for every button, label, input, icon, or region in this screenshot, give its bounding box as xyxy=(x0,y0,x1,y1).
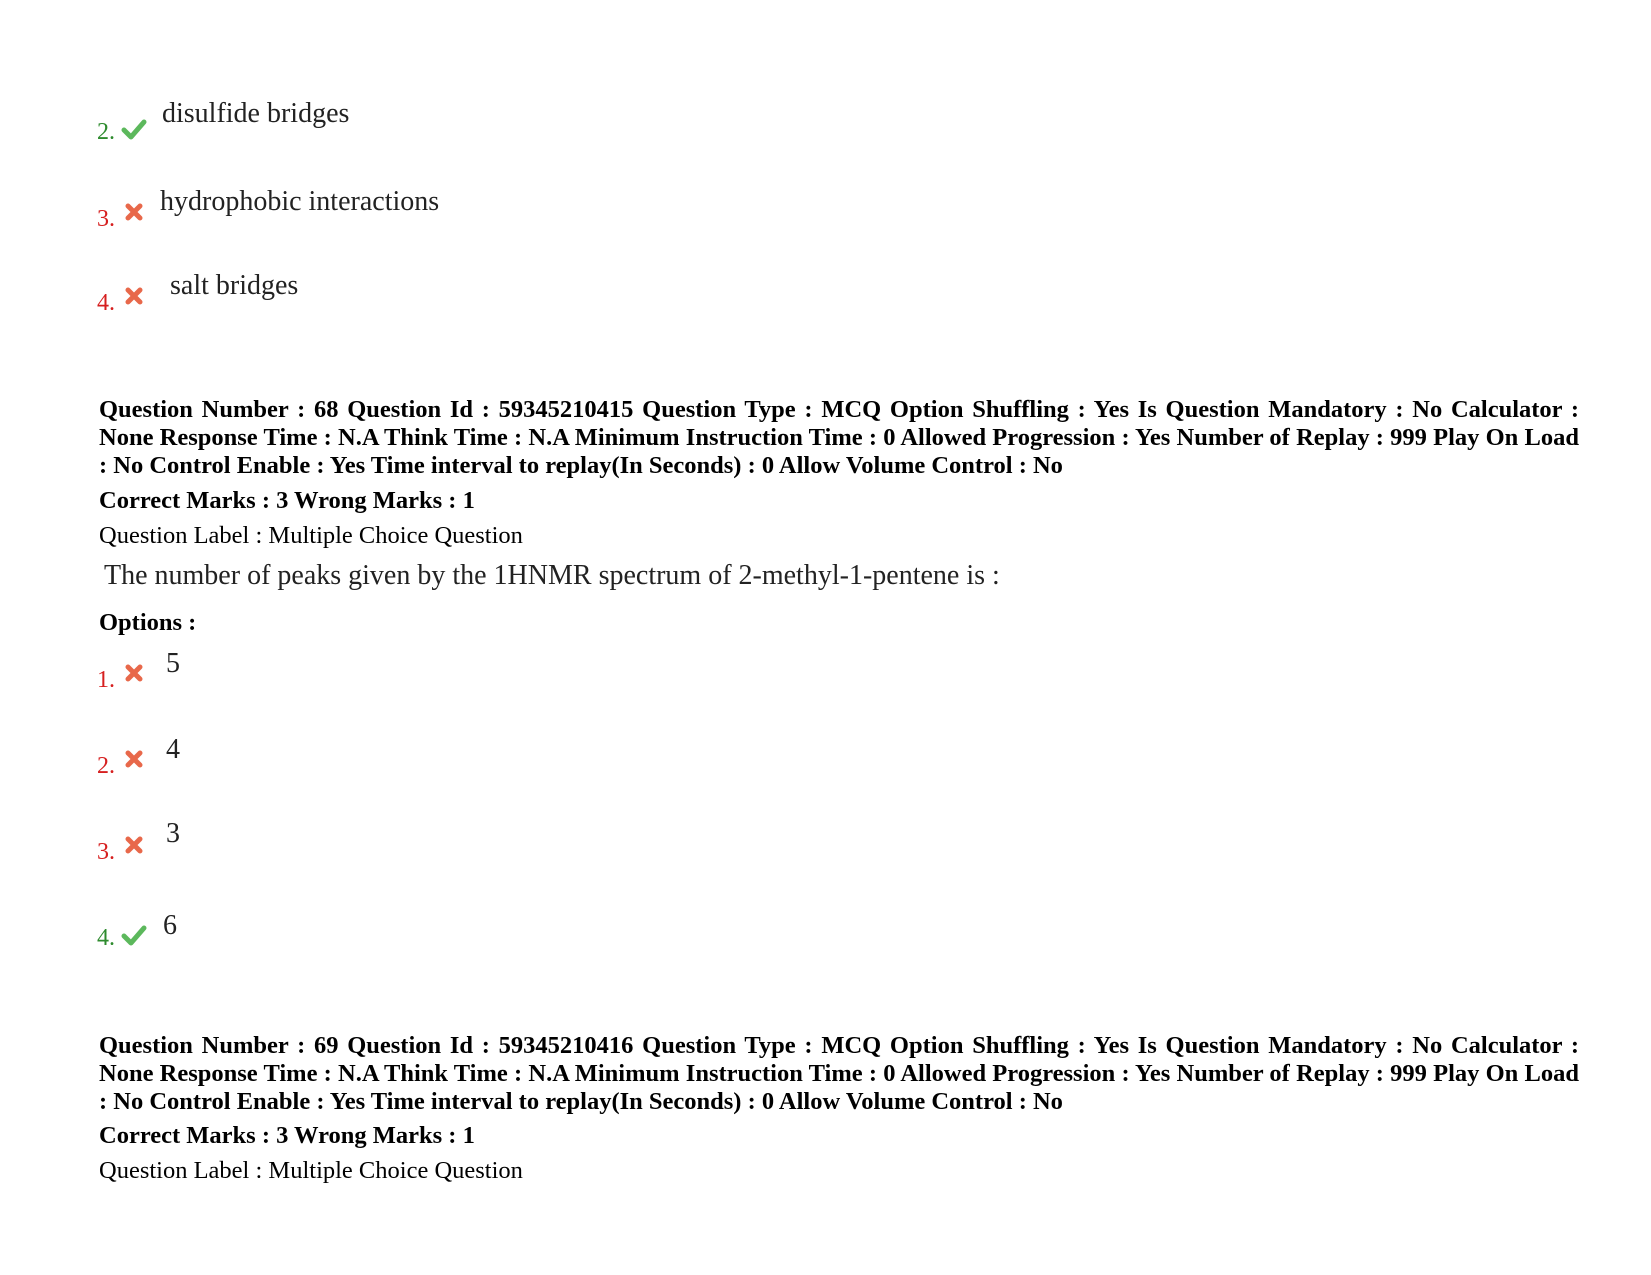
check-icon xyxy=(121,922,147,948)
check-icon xyxy=(121,116,147,142)
cross-icon xyxy=(123,748,145,770)
option-number: 4. xyxy=(97,290,115,316)
question-label: Question Label : Multiple Choice Question xyxy=(99,522,523,549)
question-marks: Correct Marks : 3 Wrong Marks : 1 xyxy=(99,1122,475,1149)
option-number: 3. xyxy=(97,839,115,865)
cross-icon xyxy=(123,201,145,223)
cross-icon xyxy=(123,662,145,684)
option-text: salt bridges xyxy=(170,270,299,301)
option-text: 4 xyxy=(166,734,180,765)
question-marks: Correct Marks : 3 Wrong Marks : 1 xyxy=(99,487,475,514)
question-text: The number of peaks given by the 1HNMR spectrum of 2-methyl-1-pentene is : xyxy=(104,560,1000,591)
option-text: hydrophobic interactions xyxy=(160,186,440,217)
question-meta: Question Number : 68 Question Id : 59345210415 Question Type : MCQ Option Shuffling : Yes Is Question Mandatory : No Calculator : None Response Time : N.A Think Time : N.A Minimum Instruction Time : 0 Allowed Progression : Yes Number of Replay : 999 Play On Load : No Control Enable : Yes Time interval to replay(In Seconds) : 0 Allow Volume Control : No xyxy=(99,396,1579,479)
option-number: 3. xyxy=(97,206,115,232)
cross-icon xyxy=(123,834,145,856)
option-text: 5 xyxy=(166,648,180,679)
question-label: Question Label : Multiple Choice Question xyxy=(99,1157,523,1184)
option-text: 6 xyxy=(163,910,177,941)
option-text: disulfide bridges xyxy=(162,98,350,129)
option-number: 1. xyxy=(97,667,115,693)
options-heading: Options : xyxy=(99,609,197,636)
option-number: 2. xyxy=(97,119,115,145)
question-meta: Question Number : 69 Question Id : 59345210416 Question Type : MCQ Option Shuffling : Yes Is Question Mandatory : No Calculator : None Response Time : N.A Think Time : N.A Minimum Instruction Time : 0 Allowed Progression : Yes Number of Replay : 999 Play On Load : No Control Enable : Yes Time interval to replay(In Seconds) : 0 Allow Volume Control : No xyxy=(99,1032,1579,1115)
option-number: 2. xyxy=(97,753,115,779)
cross-icon xyxy=(123,285,145,307)
option-text: 3 xyxy=(166,818,180,849)
option-number: 4. xyxy=(97,925,115,951)
